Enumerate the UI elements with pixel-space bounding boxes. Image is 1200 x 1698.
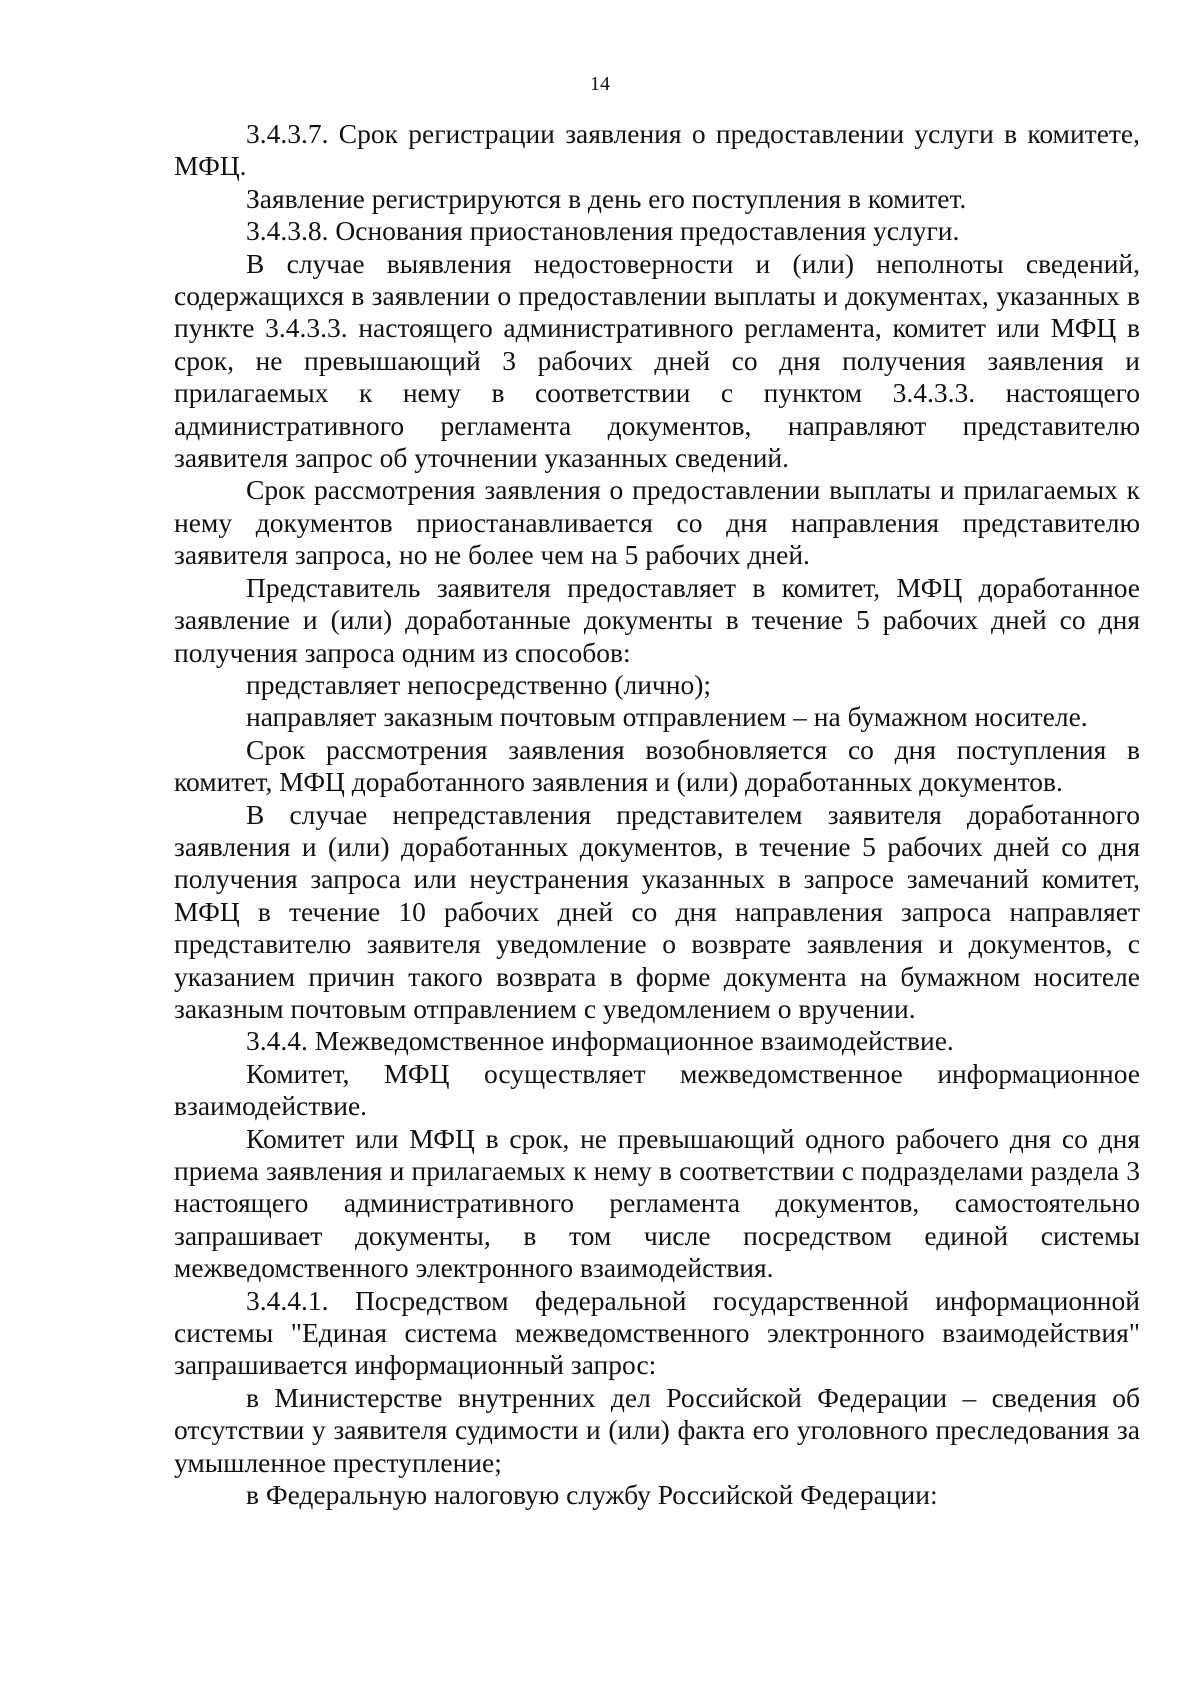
paragraph-3-4-4-1: 3.4.4.1. Посредством федеральной государственной информационной системы "Единая система межведомственного электронного взаимодействия" запрашивается информационный запрос: bbox=[174, 1284, 1140, 1381]
paragraph-representative-submits: Представитель заявителя предоставляет в комитет, МФЦ доработанное заявление и (или) доработанные документы в течение 5 рабочих дней со дня получения запроса одним из способов: bbox=[174, 571, 1140, 668]
paragraph-request-documents: Комитет или МФЦ в срок, не превышающий одного рабочего дня со дня приема заявления и прилагаемых к нему в соответствии с подразделами раздела 3 настоящего административного регламента документов, самостоятельно запрашивает документы, в том числе посредством единой системы межведомственного электронного взаимодействия. bbox=[174, 1122, 1140, 1284]
paragraph-resumption: Срок рассмотрения заявления возобновляется со дня поступления в комитет, МФЦ доработанного заявления и (или) доработанных документов. bbox=[174, 733, 1140, 798]
document-body bbox=[174, 118, 1140, 1511]
paragraph-registration: Заявление регистрируются в день его поступления в комитет. bbox=[246, 182, 967, 214]
paragraph-3-4-4: 3.4.4. Межведомственное информационное взаимодействие. bbox=[246, 1025, 954, 1057]
list-item-mvd: в Министерстве внутренних дел Российской Федерации – сведения об отсутствии у заявителя судимости и (или) факта его уголовного преследования за умышленное преступление; bbox=[174, 1381, 1140, 1478]
page-number: 14 bbox=[590, 73, 610, 95]
paragraph-suspension-term: Срок рассмотрения заявления о предоставлении выплаты и прилагаемых к нему документов приостанавливается со дня направления представителю заявителя запроса, но не более чем на 5 рабочих дней. bbox=[174, 474, 1140, 571]
paragraph-inaccuracy-case: В случае выявления недостоверности и (или) неполноты сведений, содержащихся в заявлении о предоставлении выплаты и документах, указанных в пункте 3.4.3.3. настоящего административного регламента, комитет или МФЦ в срок, не превышающий 3 рабочих дней со дня получения заявления и прилагаемых к нему в соответствии с пунктом 3.4.3.3. настоящего административного регламента документов, направляют представителю заявителя запрос об уточнении указанных сведений. bbox=[174, 247, 1140, 474]
paragraph-3-4-3-8: 3.4.3.8. Основания приостановления предоставления услуги. bbox=[246, 215, 960, 247]
paragraph-3-4-3-7: 3.4.3.7. Срок регистрации заявления о предоставлении услуги в комитете, МФЦ. bbox=[174, 118, 1140, 182]
paragraph-interaction: Комитет, МФЦ осуществляет межведомственное информационное взаимодействие. bbox=[174, 1057, 1140, 1122]
list-item-fns: в Федеральную налоговую службу Российской Федерации: bbox=[246, 1479, 938, 1511]
paragraph-non-submission: В случае непредставления представителем заявителя доработанного заявления и (или) доработанных документов, в течение 5 рабочих дней со дня получения запроса или неустранения указанных в запросе замечаний комитет, МФЦ в течение 10 рабочих дней со дня направления запроса направляет представителю заявителя уведомление о возврате заявления и документов, с указанием причин такого возврата в форме документа на бумажном носителе заказным почтовым отправлением с уведомлением о вручении. bbox=[174, 798, 1140, 1024]
list-item-in-person: представляет непосредственно (лично); bbox=[246, 668, 712, 700]
list-item-by-mail: направляет заказным почтовым отправлением – на бумажном носителе. bbox=[246, 701, 1088, 733]
